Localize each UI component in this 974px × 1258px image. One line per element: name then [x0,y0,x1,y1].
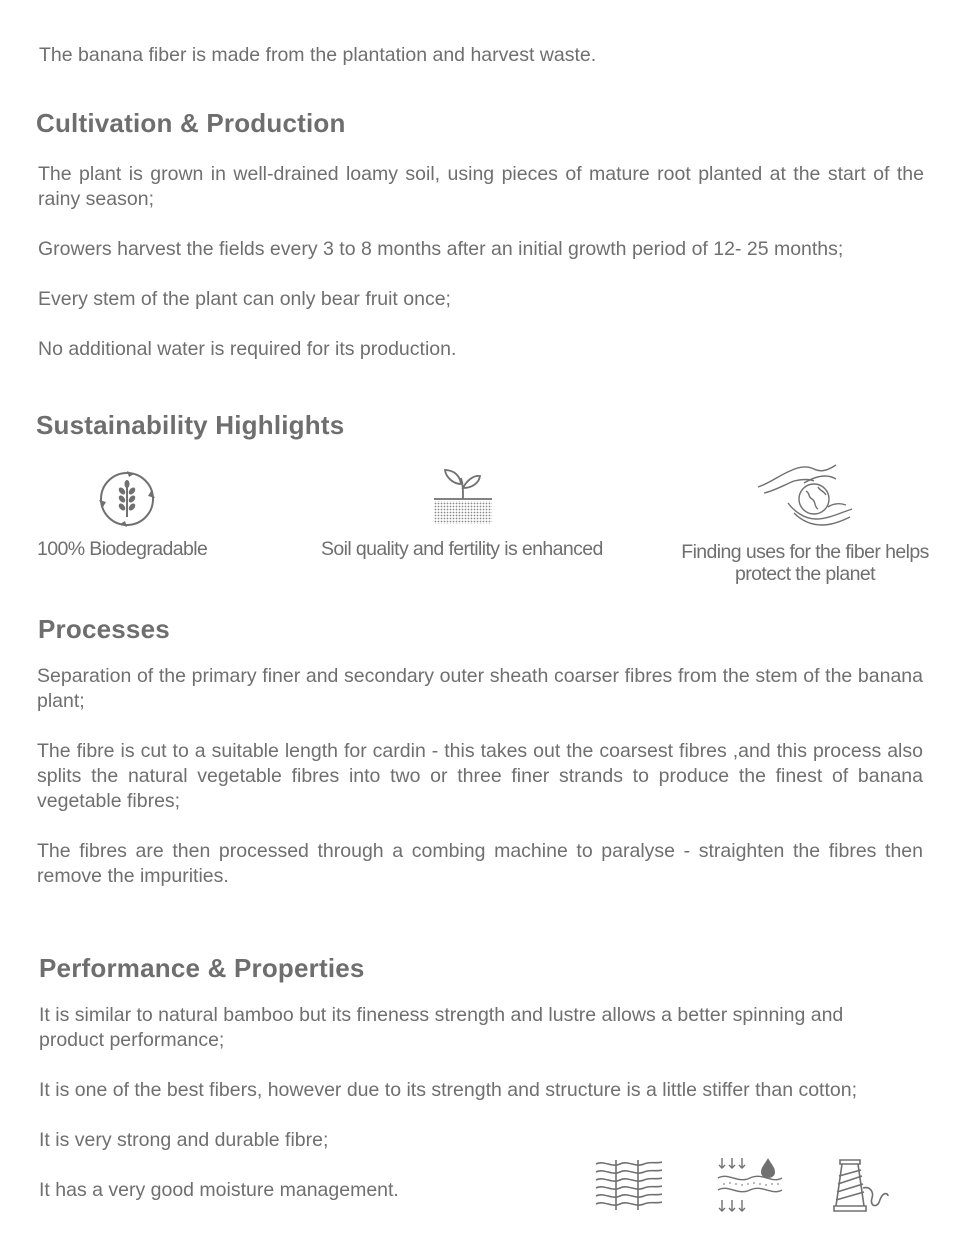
sustainability-label-2: Soil quality and fertility is enhanced [321,538,603,560]
performance-paragraph-2: It is one of the best fibers, however due to its strength and structure is a little stiffer than cotton; [39,1079,857,1101]
sprout-soil-icon [434,466,494,526]
intro-text: The banana fiber is made from the plantation and harvest waste. [39,44,597,66]
processes-heading: Processes [38,614,170,644]
sustainability-heading: Sustainability Highlights [36,410,345,440]
cultivation-heading: Cultivation & Production [36,108,346,138]
processes-paragraph-1: Separation of the primary finer and secondary outer sheath coarser fibres from the stem of the banana plant; [37,665,923,712]
cultivation-paragraph-3: Every stem of the plant can only bear fruit once; [38,288,451,310]
sustainability-label-1: 100% Biodegradable [37,538,208,560]
hands-globe-icon [758,463,852,531]
performance-paragraph-4: It has a very good moisture management. [39,1179,399,1201]
cultivation-paragraph-1: The plant is grown in well-drained loamy soil, using pieces of mature root planted at the start of the rainy season; [38,163,924,210]
cultivation-paragraph-4: No additional water is required for its production. [38,338,457,360]
performance-heading: Performance & Properties [39,953,365,983]
processes-paragraph-2: The fibre is cut to a suitable length for cardin - this takes out the coarsest fibres ,and this process also splits the natural vegetable fibres into two or three finer strands to produce the finest of banana vegetable fibres; [37,740,923,812]
performance-paragraph-3: It is very strong and durable fibre; [39,1129,329,1151]
yarn-spool-icon [830,1156,890,1214]
cultivation-paragraph-2: Growers harvest the fields every 3 to 8 months after an initial growth period of 12- 25 months; [38,238,844,260]
fiber-strands-icon [594,1158,664,1212]
moisture-layer-icon [716,1156,784,1214]
performance-paragraph-1: It is similar to natural bamboo but its fineness strength and lustre allows a better spinning and product performance; [39,1004,844,1051]
processes-paragraph-3: The fibres are then processed through a combing machine to paralyse - straighten the fibres then remove the impurities. [37,840,923,887]
wheat-cycle-icon [98,471,156,527]
sustainability-label-3: Finding uses for the fiber helps protect the planet [681,541,929,585]
